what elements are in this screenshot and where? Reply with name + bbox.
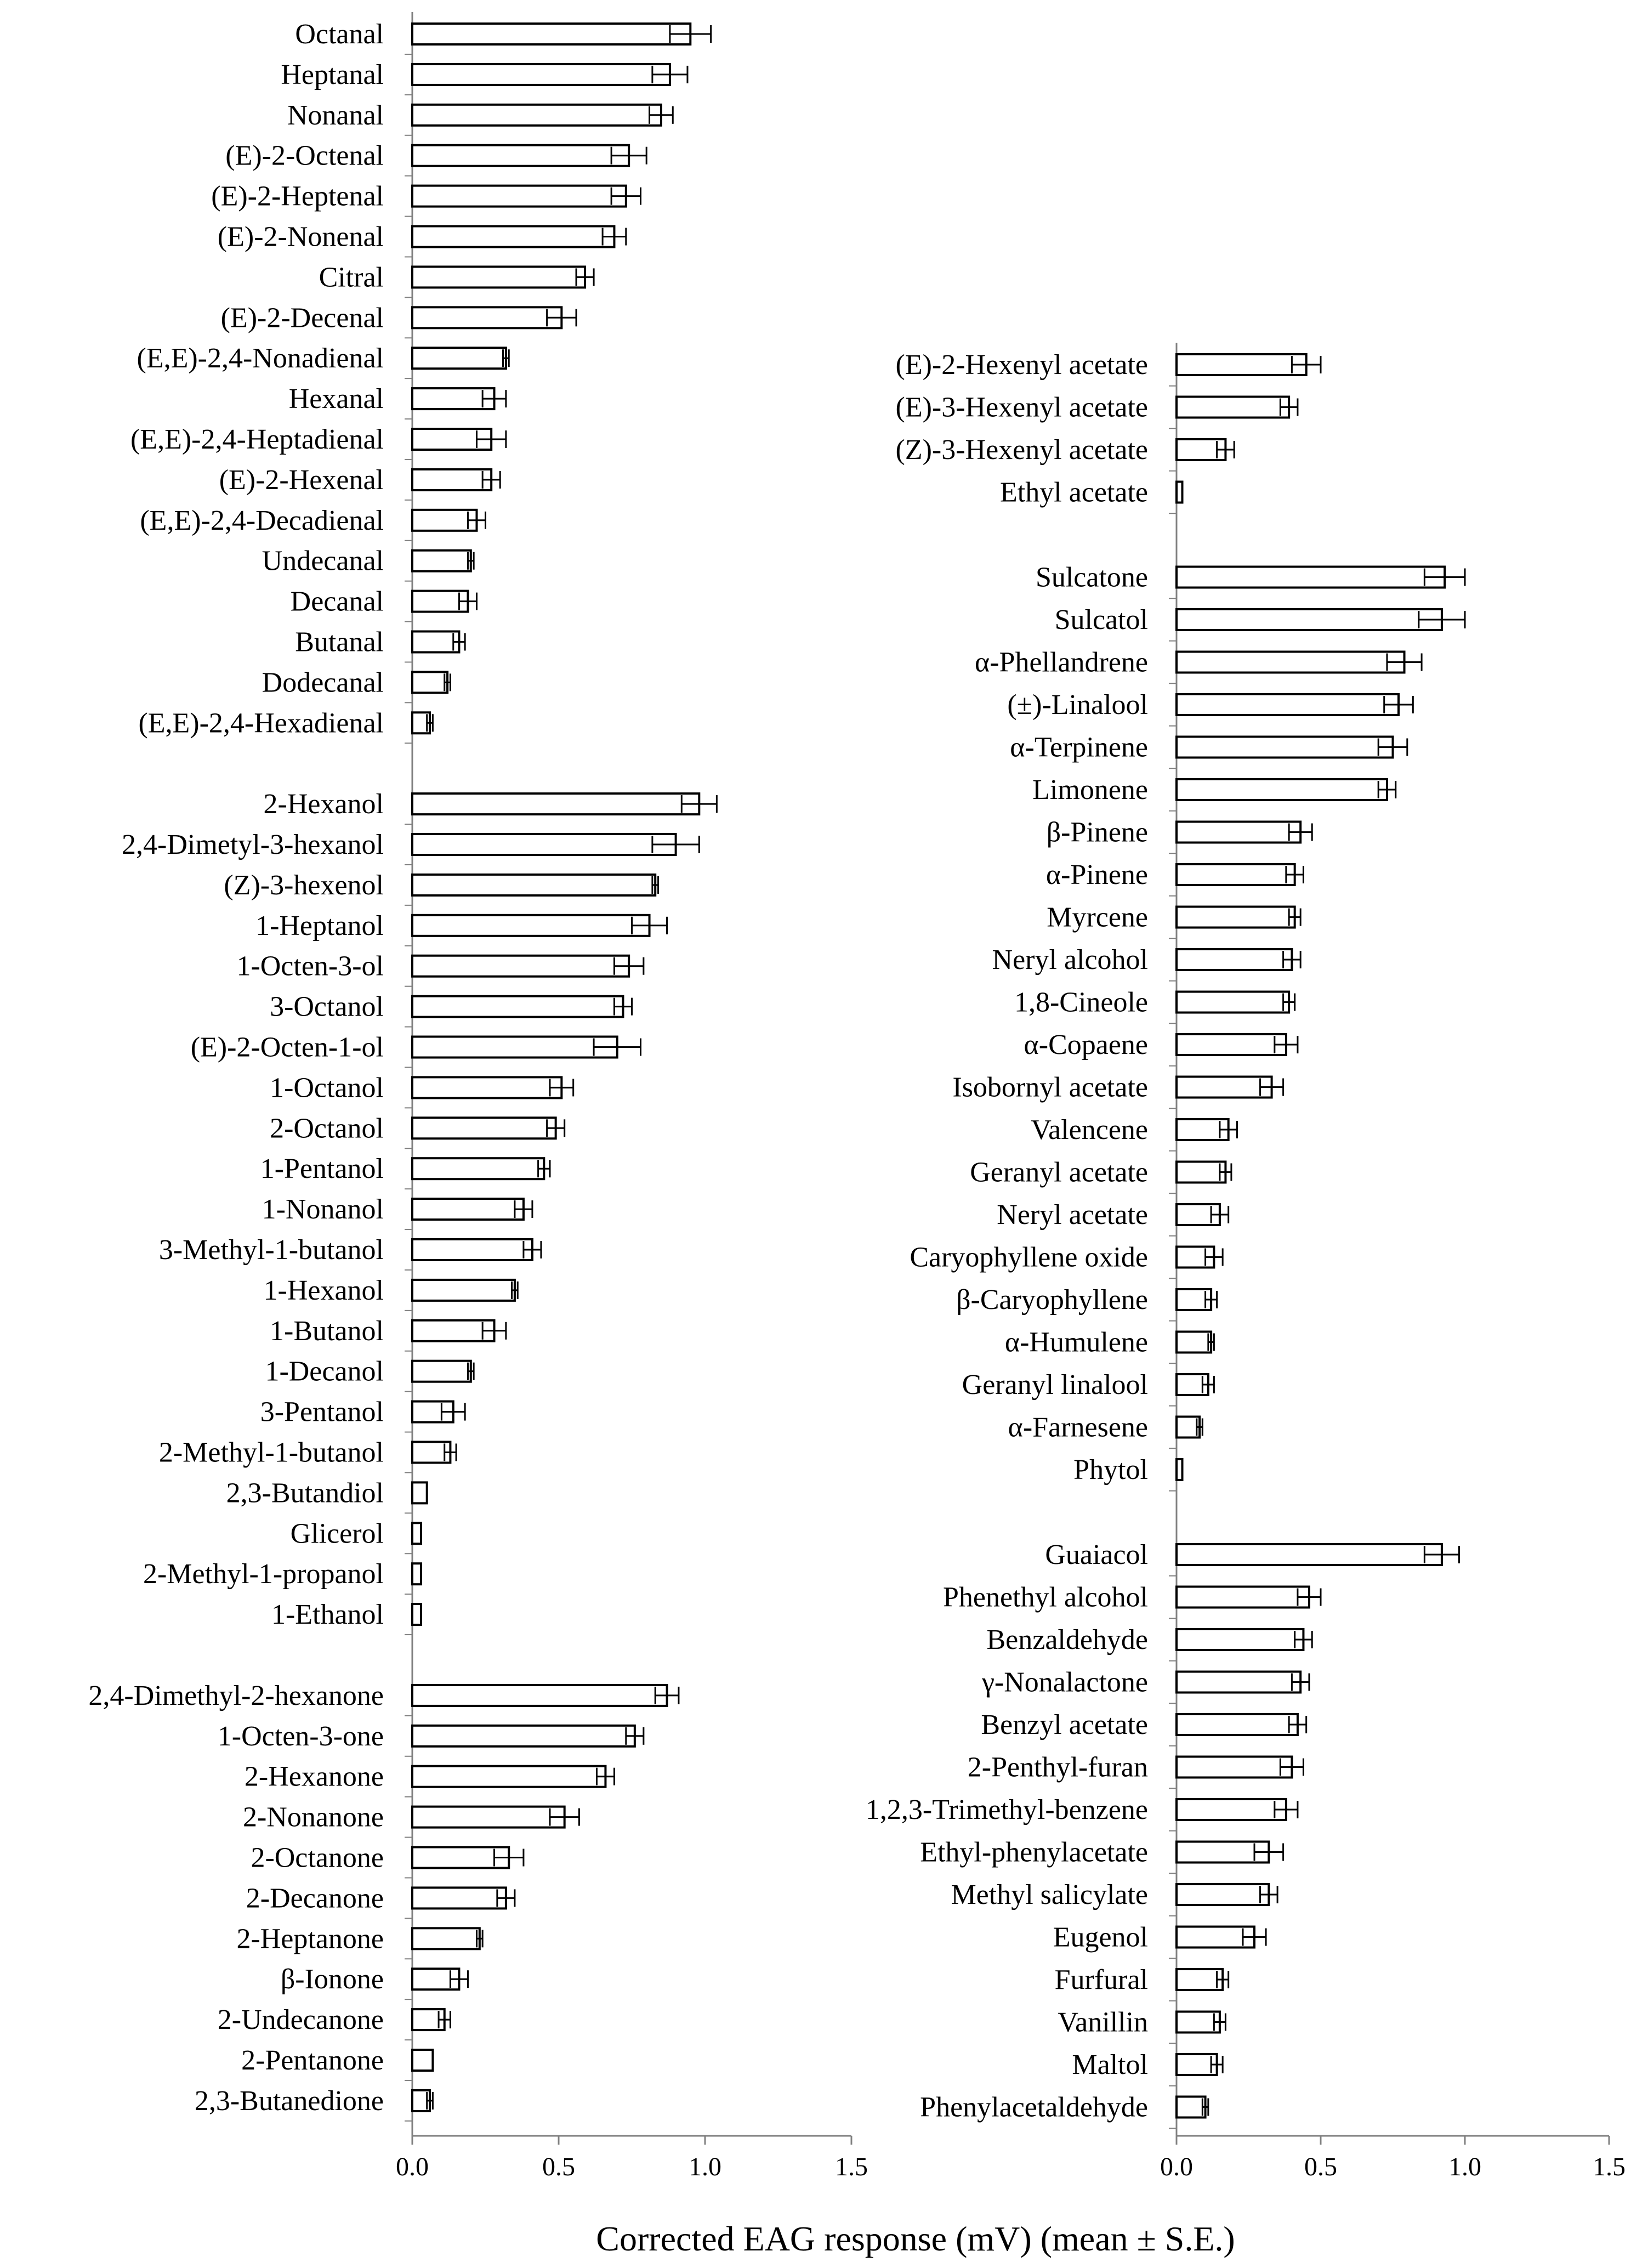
bar: [1177, 1034, 1286, 1055]
bar: [1177, 1077, 1272, 1098]
left-panel: [88, 12, 868, 2181]
category-label: (E)-2-Heptenal: [211, 180, 384, 212]
bar: [1177, 1969, 1223, 1990]
bar: [412, 2050, 433, 2071]
category-label: α-Copaene: [1024, 1029, 1148, 1061]
bar: [412, 1280, 515, 1301]
bar: [1177, 1587, 1309, 1608]
category-label: (E)-3-Hexenyl acetate: [895, 392, 1148, 423]
bar: [412, 875, 655, 895]
category-label: Geranyl linalool: [962, 1369, 1148, 1401]
bar: [412, 469, 491, 490]
category-label: Sulcatol: [1054, 604, 1148, 636]
category-label: (E,E)-2,4-Heptadienal: [130, 424, 384, 455]
category-label: Sulcatone: [1035, 562, 1148, 593]
bar: [1177, 1544, 1442, 1565]
category-label: γ-Nonalactone: [981, 1666, 1148, 1698]
category-label: 1,8-Cineole: [1014, 986, 1148, 1018]
x-tick-label: 0.5: [542, 2152, 575, 2181]
category-label: 1-Ethanol: [271, 1599, 384, 1631]
bar: [412, 1807, 565, 1828]
category-label: 2-Octanol: [270, 1113, 384, 1144]
bar: [412, 1199, 524, 1220]
bar: [1177, 482, 1183, 503]
bar: [1177, 652, 1405, 673]
category-label: β-Ionone: [280, 1964, 384, 1995]
bar: [1177, 694, 1399, 715]
category-label: 1,2,3-Trimethyl-benzene: [865, 1794, 1148, 1825]
bar: [412, 1685, 667, 1706]
x-axis-title: Corrected EAG response (mV) (mean ± S.E.): [596, 2219, 1235, 2258]
bar: [1177, 1799, 1286, 1820]
x-tick-label: 1.5: [835, 2152, 868, 2181]
bar: [412, 1118, 556, 1138]
bar: [1177, 1459, 1183, 1480]
category-label: (E)-2-Octen-1-ol: [190, 1031, 384, 1063]
category-label: Eugenol: [1053, 1921, 1148, 1953]
category-label: 3-Pentanol: [260, 1396, 384, 1428]
bar: [412, 1077, 561, 1098]
bar: [412, 915, 650, 936]
category-label: 1-Hexanol: [263, 1274, 384, 1306]
category-label: Caryophyllene oxide: [910, 1241, 1148, 1273]
bar: [1177, 1332, 1211, 1353]
bar: [412, 956, 629, 977]
category-label: Undecanal: [262, 545, 384, 577]
category-label: Dodecanal: [262, 667, 384, 699]
category-label: Vanillin: [1058, 2006, 1148, 2038]
bar: [412, 1604, 421, 1625]
category-label: Phytol: [1073, 1454, 1148, 1485]
category-label: 2-Pentanone: [241, 2045, 384, 2076]
category-label: 1-Decanol: [265, 1356, 384, 1387]
bar: [412, 1523, 421, 1544]
category-label: Phenethyl alcohol: [942, 1581, 1148, 1613]
category-label: α-Farnesene: [1008, 1411, 1148, 1443]
category-label: Isobornyl acetate: [952, 1071, 1148, 1103]
x-tick-label: 1.0: [689, 2152, 721, 2181]
category-label: 2-Hexanol: [263, 789, 384, 820]
category-label: (E)-2-Nonenal: [217, 221, 384, 253]
category-label: Ethyl-phenylacetate: [920, 1836, 1148, 1868]
bar: [412, 64, 670, 85]
bar: [412, 267, 585, 287]
category-label: (E,E)-2,4-Decadienal: [140, 504, 384, 536]
bar: [1177, 1672, 1300, 1693]
bar: [1177, 822, 1300, 843]
category-label: Neryl acetate: [997, 1199, 1148, 1231]
bar: [1177, 1884, 1269, 1905]
bar: [412, 186, 626, 207]
x-tick-label: 1.5: [1593, 2152, 1626, 2181]
category-label: (Z)-3-hexenol: [224, 869, 384, 901]
category-label: α-Terpinene: [1010, 732, 1148, 763]
x-tick-label: 0.0: [396, 2152, 429, 2181]
category-label: Neryl alcohol: [992, 944, 1148, 976]
bar: [412, 834, 676, 855]
category-label: α-Humulene: [1004, 1326, 1148, 1358]
bar: [1177, 864, 1295, 885]
category-label: Butanal: [295, 626, 384, 658]
category-label: (E)-2-Octenal: [225, 140, 384, 172]
bar: [412, 551, 471, 571]
category-label: 3-Methyl-1-butanol: [158, 1234, 384, 1266]
category-label: 2,3-Butanedione: [194, 2085, 384, 2117]
category-label: Myrcene: [1047, 901, 1148, 933]
category-label: 2,4-Dimethyl-2-hexanone: [88, 1680, 384, 1711]
bar: [412, 1482, 427, 1503]
category-label: 1-Octanol: [270, 1072, 384, 1104]
category-label: 2-Undecanone: [217, 2004, 384, 2036]
category-label: Geranyl acetate: [970, 1156, 1148, 1188]
category-label: 2-Hexanone: [244, 1761, 384, 1793]
bar: [412, 24, 690, 44]
category-label: 1-Heptanol: [255, 910, 384, 942]
bar: [1177, 567, 1445, 588]
x-tick-label: 0.5: [1304, 2152, 1337, 2181]
category-label: 2-Octanone: [251, 1842, 384, 1874]
category-label: 1-Butanol: [270, 1315, 384, 1347]
category-label: (E)-2-Hexenal: [219, 464, 384, 496]
category-label: Phenylacetaldehyde: [920, 2091, 1148, 2123]
category-label: Guaiacol: [1045, 1539, 1148, 1570]
category-label: α-Phellandrene: [974, 647, 1148, 678]
bar: [1177, 992, 1289, 1013]
bar: [412, 1726, 635, 1747]
category-label: α-Pinene: [1045, 859, 1148, 891]
category-label: 2-Decanone: [246, 1883, 384, 1914]
category-label: 1-Octen-3-ol: [236, 950, 384, 982]
category-label: Maltol: [1072, 2049, 1148, 2080]
category-label: (Z)-3-Hexenyl acetate: [895, 434, 1148, 466]
category-label: Benzyl acetate: [981, 1709, 1148, 1740]
category-label: 2,4-Dimetyl-3-hexanol: [122, 829, 384, 860]
bar: [412, 1239, 532, 1260]
category-label: Nonanal: [287, 99, 384, 131]
bar: [412, 672, 447, 693]
bar: [412, 1563, 421, 1584]
x-tick-label: 1.0: [1448, 2152, 1481, 2181]
bar: [1177, 609, 1442, 630]
bar: [1177, 907, 1295, 928]
bar: [1177, 2097, 1206, 2118]
category-label: (±)-Linalool: [1007, 689, 1148, 721]
category-label: 2-Nonanone: [242, 1801, 384, 1833]
bar: [412, 793, 699, 814]
category-label: Heptanal: [281, 59, 384, 90]
bar: [1177, 949, 1292, 970]
right-panel: [866, 343, 1626, 2181]
category-label: Glicerol: [290, 1518, 384, 1550]
bar: [412, 1158, 544, 1179]
bar: [412, 1887, 506, 1908]
category-label: (E,E)-2,4-Nonadienal: [137, 343, 384, 375]
category-label: (E)-2-Hexenyl acetate: [895, 349, 1148, 381]
bar: [1177, 737, 1393, 758]
category-label: β-Pinene: [1046, 817, 1148, 848]
bar: [1177, 1162, 1225, 1183]
bar: [412, 348, 506, 368]
bar: [412, 1766, 605, 1787]
bar: [412, 226, 614, 247]
bar: [412, 996, 623, 1017]
category-label: Octanal: [295, 19, 384, 50]
category-label: Benzaldehyde: [986, 1624, 1148, 1655]
bar: [412, 1928, 480, 1949]
category-label: (E,E)-2,4-Hexadienal: [138, 707, 384, 739]
category-label: 1-Octen-3-one: [217, 1720, 384, 1752]
category-label: 1-Pentanol: [260, 1153, 384, 1185]
category-label: Valencene: [1031, 1114, 1148, 1146]
bar: [1177, 397, 1289, 418]
category-label: Hexanal: [288, 383, 384, 415]
category-label: Decanal: [290, 586, 384, 617]
category-label: Furfural: [1054, 1964, 1148, 1995]
x-tick-label: 0.0: [1160, 2152, 1193, 2181]
category-label: Limonene: [1032, 774, 1148, 806]
category-label: Ethyl acetate: [1000, 477, 1148, 508]
bar: [412, 1037, 617, 1058]
category-label: Citral: [319, 262, 384, 293]
category-label: 3-Octanol: [270, 991, 384, 1023]
category-label: 2-Methyl-1-propanol: [143, 1558, 384, 1590]
bar: [1177, 779, 1387, 800]
category-label: Methyl salicylate: [951, 1879, 1148, 1910]
bar: [1177, 1757, 1292, 1778]
category-label: 2-Heptanone: [236, 1923, 384, 1955]
bar: [412, 510, 476, 531]
category-label: 1-Nonanol: [262, 1194, 384, 1226]
bar: [412, 145, 629, 166]
bar: [412, 307, 561, 328]
bar: [1177, 1714, 1298, 1735]
bar: [1177, 1629, 1303, 1650]
category-label: (E)-2-Decenal: [220, 302, 384, 334]
bar: [412, 105, 661, 126]
bar: [1177, 354, 1306, 375]
bar: [412, 632, 459, 653]
category-label: β-Caryophyllene: [956, 1284, 1148, 1316]
category-label: 2-Penthyl-furan: [967, 1751, 1148, 1783]
category-label: 2-Methyl-1-butanol: [158, 1437, 384, 1468]
category-label: 2,3-Butandiol: [226, 1477, 384, 1509]
bar: [412, 1361, 471, 1382]
